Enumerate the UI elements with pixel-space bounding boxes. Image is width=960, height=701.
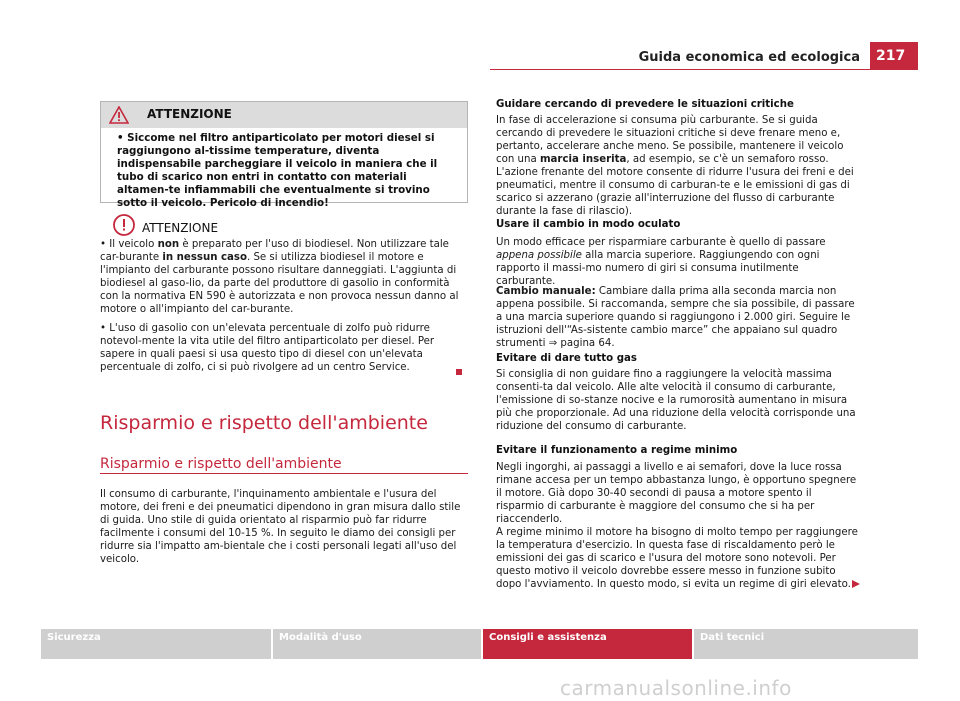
header-rule [490, 69, 918, 70]
intro-paragraph: Il consumo di carburante, l'inquinamento ambientale e l'usura del motore, dei freni e dei pneumatici dipendono in gran misura dallo stile di guida. Uno stile di guida orientato al risparmio può far ridurre facilmente i consumi del 10-15 %. In seguito le diamo dei consigli per ridurre sia l'impatto am-bientale che i costi personali legati all'uso del veicolo. [100, 489, 461, 565]
text-run-italic: appena possibile [496, 250, 582, 261]
warning-box [100, 101, 468, 209]
paragraph-anticipate [496, 114, 858, 218]
text-run: è preparato per l'uso di biodiesel. Non utilizzare tale car-burante [100, 239, 449, 263]
tab-dati-tecnici[interactable]: Dati tecnici [694, 629, 918, 659]
paragraph-gearbox [496, 236, 858, 288]
text-run: Un modo efficace per risparmiare carburante è quello di passare [496, 237, 826, 248]
heading-gearbox: Usare il cambio in modo oculato [496, 219, 681, 230]
tab-sicurezza[interactable]: Sicurezza [41, 629, 271, 659]
text-run: , ad esempio, se c'è un semaforo rosso. L'azione frenante del motore consente di ridurre l'usura dei freni e dei pneumatici, mentre il consumo di carburan-te e le emissioni di gas di scarico si azzerano (grazie all'interruzione del flusso di carburante durante la fase di rilascio). [496, 154, 854, 217]
paragraph-idle-2: A regime minimo il motore ha bisogno di molto tempo per raggiungere la temperatura d'esercizio. In questa fase di riscaldamento però le emissioni dei gas di scarico e l'usura del motore sono notevoli. Per questo motivo il veicolo dovrebbe essere messo in funzione subito dopo l'avviamento. In questo modo, si evita un regime di giri elevato. [496, 527, 858, 590]
warning-triangle-icon [109, 106, 129, 124]
heading-full-throttle: Evitare di dare tutto gas [496, 353, 637, 364]
warning-box-text: • Siccome nel filtro antiparticolato per motori diesel si raggiungono al-tissime temperature, diventa indispensabile parcheggiare il veicolo in maniera che il tubo di scarico non entri in contatto con materiali altamen-te infiammabili che eventualmente si trovino sotto il veicolo. Pericolo di incendio! [117, 132, 438, 209]
continue-arrow-icon [851, 579, 861, 589]
paragraph-manual-gearbox [496, 285, 858, 350]
warning-box-header [101, 102, 467, 128]
heading-idle: Evitare il funzionamento a regime minimo [496, 445, 738, 456]
warning-box-title: ATTENZIONE [147, 107, 232, 121]
text-run: • Il veicolo [100, 239, 158, 250]
watermark-text: carmanualsonline.info [560, 676, 792, 700]
paragraph-full-throttle: Si consiglia di non guidare fino a raggiungere la velocità massima consenti-ta dal veicolo. Alle alte velocità il consumo di carburante, l'emissione di so-stanze nocive e la rumorosità aumentano in misura più che proporzionale. Ad una riduzione della velocità corrisponde una riduzione del consumo di carburante. [496, 369, 856, 432]
attention-paragraph-2: • L'uso di gasolio con un'elevata percentuale di zolfo può ridurre notevol-mente la vita utile del filtro antiparticolato per diesel. Per sapere in quali paesi si usa questo tipo di diesel con un'elevata percentuale di zolfo, ci si può rivolgere ad un centro Service. [100, 323, 435, 373]
attention-paragraph-1 [100, 238, 468, 316]
attention-title: ATTENZIONE [142, 221, 219, 235]
section-end-marker [456, 369, 462, 375]
text-run-bold: marcia inserita [539, 154, 627, 165]
subsection-rule [100, 473, 468, 474]
text-run-bold: Cambio manuale: [496, 286, 596, 297]
paragraph-idle-1: Negli ingorghi, ai passaggi a livello e ai semafori, dove la luce rossa rimane accesa per un tempo abbastanza lungo, è opportuno spegnere il motore. Già dopo 30-40 secondi di pausa a motore spento il risparmio di carburante è maggiore del consumo che si ha per riaccenderlo. [496, 462, 857, 525]
running-header-title: Guida economica ed ecologica [638, 50, 860, 65]
heading-anticipate: Guidare cercando di prevedere le situazioni critiche [496, 99, 794, 110]
subsection-title: Risparmio e rispetto dell'ambiente [100, 456, 342, 472]
text-run: . Se si utilizza biodiesel il motore e l'impianto del carburante possono risultare danneggiati. L'aggiunta di biodiesel al gaso-lio, da parte del produttore di gasolio in conformità con la normativa EN 590 è autorizzata e non provoca nessun danno al motore o all'impianto del car-burante. [100, 252, 459, 315]
tab-consigli-assistenza[interactable]: Consigli e assistenza [483, 629, 692, 659]
page-number: 217 [870, 42, 918, 70]
text-run: In fase di accelerazione si consuma più carburante. Se si guida cercando di prevedere le situazioni critiche si deve frenare meno e, pertanto, accelerare anche meno. Se possibile, mantenere il veicolo con una [496, 115, 844, 165]
tab-modalita-uso[interactable]: Modalità d'uso [273, 629, 481, 659]
caution-circle-icon [112, 213, 136, 237]
text-run-bold: non [157, 239, 180, 250]
section-title: Risparmio e rispetto dell'ambiente [100, 412, 428, 434]
text-run-bold: in nessun caso [162, 252, 247, 263]
text-run: Cambiare dalla prima alla seconda marcia non appena possibile. Si raccomanda, sempre che sia possibile, di passare a una marcia superiore quando si raggiungono i 2.000 giri. Seguire le istruzioni dell'“As-sistente cambio marce” che appaiano sul quadro strumenti ⇒ pagina 64. [496, 286, 855, 349]
text-run: alla marcia superiore. Raggiungendo con ogni rapporto il massi-mo numero di giri si consuma inutilmente carburante. [496, 250, 820, 287]
